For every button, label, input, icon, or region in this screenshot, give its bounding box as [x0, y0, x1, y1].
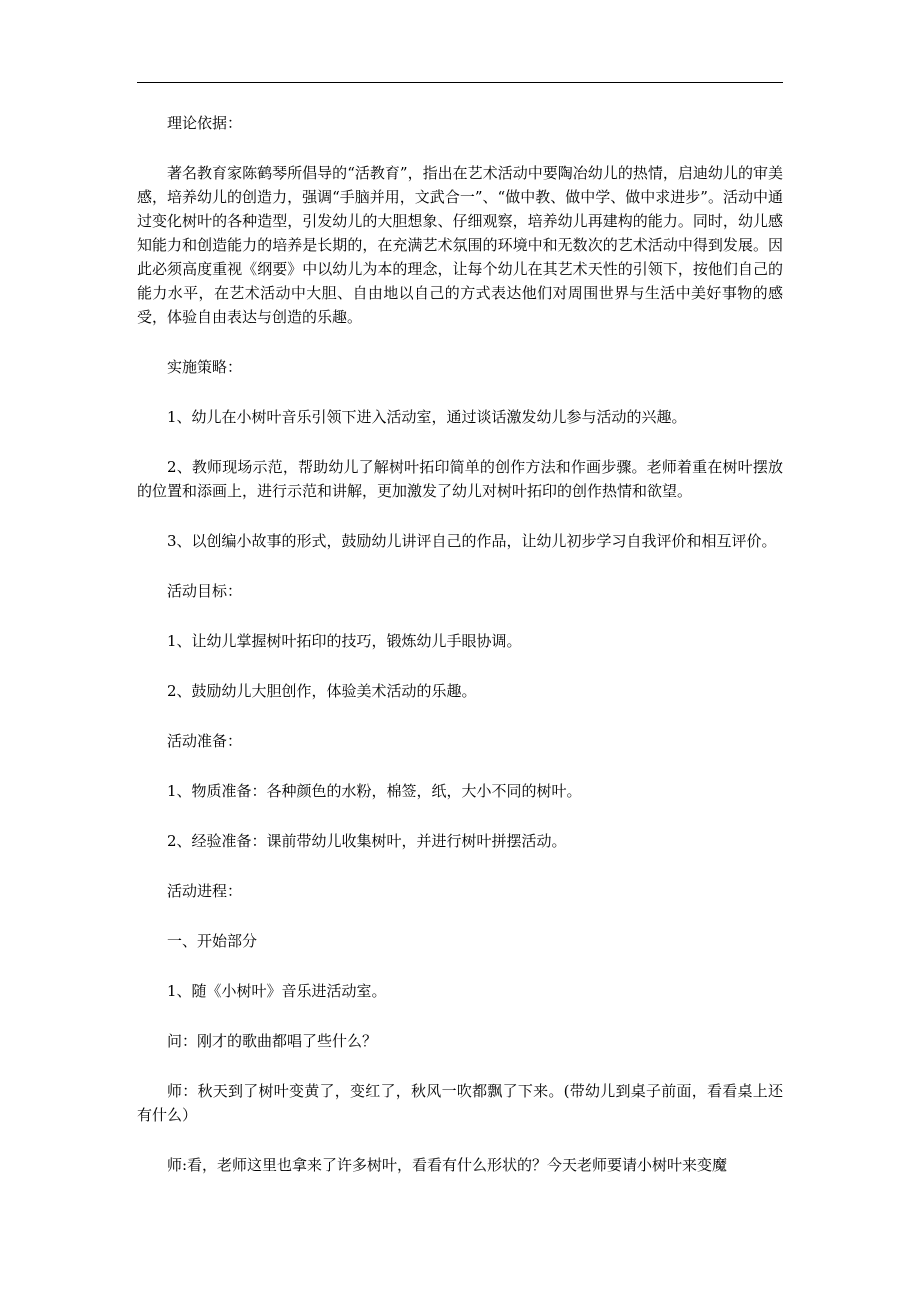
- header-rule: [137, 82, 783, 83]
- process-teacher-line-1: 师：秋天到了树叶变黄了，变红了，秋风一吹都飘了下来。(带幼儿到桌子前面，看看桌上还有什么）: [137, 1082, 783, 1124]
- preparation-item-1: 1、物质准备：各种颜色的水粉，棉签，纸，大小不同的树叶。: [167, 782, 582, 800]
- heading-process: 活动进程：: [167, 882, 243, 900]
- goal-item-1: 1、让幼儿掌握树叶拓印的技巧，锻炼幼儿手眼协调。: [167, 632, 522, 650]
- heading-goals: 活动目标：: [167, 582, 243, 600]
- preparation-item-2: 2、经验准备：课前带幼儿收集树叶，并进行树叶拼摆活动。: [167, 832, 567, 850]
- goal-item-2: 2、鼓励幼儿大胆创作，体验美术活动的乐趣。: [167, 682, 477, 700]
- heading-theory-basis: 理论依据：: [167, 114, 243, 132]
- document-body: [137, 111, 783, 1203]
- process-question: 问：刚才的歌曲都唱了些什么？: [167, 1032, 378, 1050]
- process-teacher-line-2: 师:看，老师这里也拿来了许多树叶，看看有什么形状的？今天老师要请小树叶来变魔: [167, 1156, 728, 1174]
- heading-strategy: 实施策略：: [167, 358, 243, 376]
- paragraph-theory-text: 著名教育家陈鹤琴所倡导的“活教育”，指出在艺术活动中要陶冶幼儿的热情，启迪幼儿的审美感，培养幼儿的创造力，强调“手脑并用，文武合一”、“做中教、做中学、做中求进步”。活动中通过变化树叶的各种造型，引发幼儿的大胆想象、仔细观察，培养幼儿再建构的能力。同时，幼儿感知能力和创造能力的培养是长期的，在充满艺术氛围的环境中和无数次的艺术活动中得到发展。因此必须高度重视《纲要》中以幼儿为本的理念，让每个幼儿在其艺术天性的引领下，按他们自己的能力水平，在艺术活动中大胆、自由地以自己的方式表达他们对周围世界与生活中美好事物的感受，体验自由表达与创造的乐趣。: [137, 164, 783, 326]
- strategy-item-3: 3、以创编小故事的形式，鼓励幼儿讲评自己的作品，让幼儿初步学习自我评价和相互评价。: [167, 532, 777, 550]
- heading-preparation: 活动准备：: [167, 732, 243, 750]
- process-step-1: 1、随《小树叶》音乐进活动室。: [167, 982, 387, 1000]
- strategy-item-1: 1、幼儿在小树叶音乐引领下进入活动室，通过谈话激发幼儿参与活动的兴趣。: [167, 408, 687, 426]
- strategy-item-2: 2、教师现场示范，帮助幼儿了解树叶拓印简单的创作方法和作画步骤。老师着重在树叶摆放的位置和添画上，进行示范和讲解，更加激发了幼儿对树叶拓印的创作热情和欲望。: [137, 458, 783, 500]
- process-section-start: 一、开始部分: [167, 932, 258, 950]
